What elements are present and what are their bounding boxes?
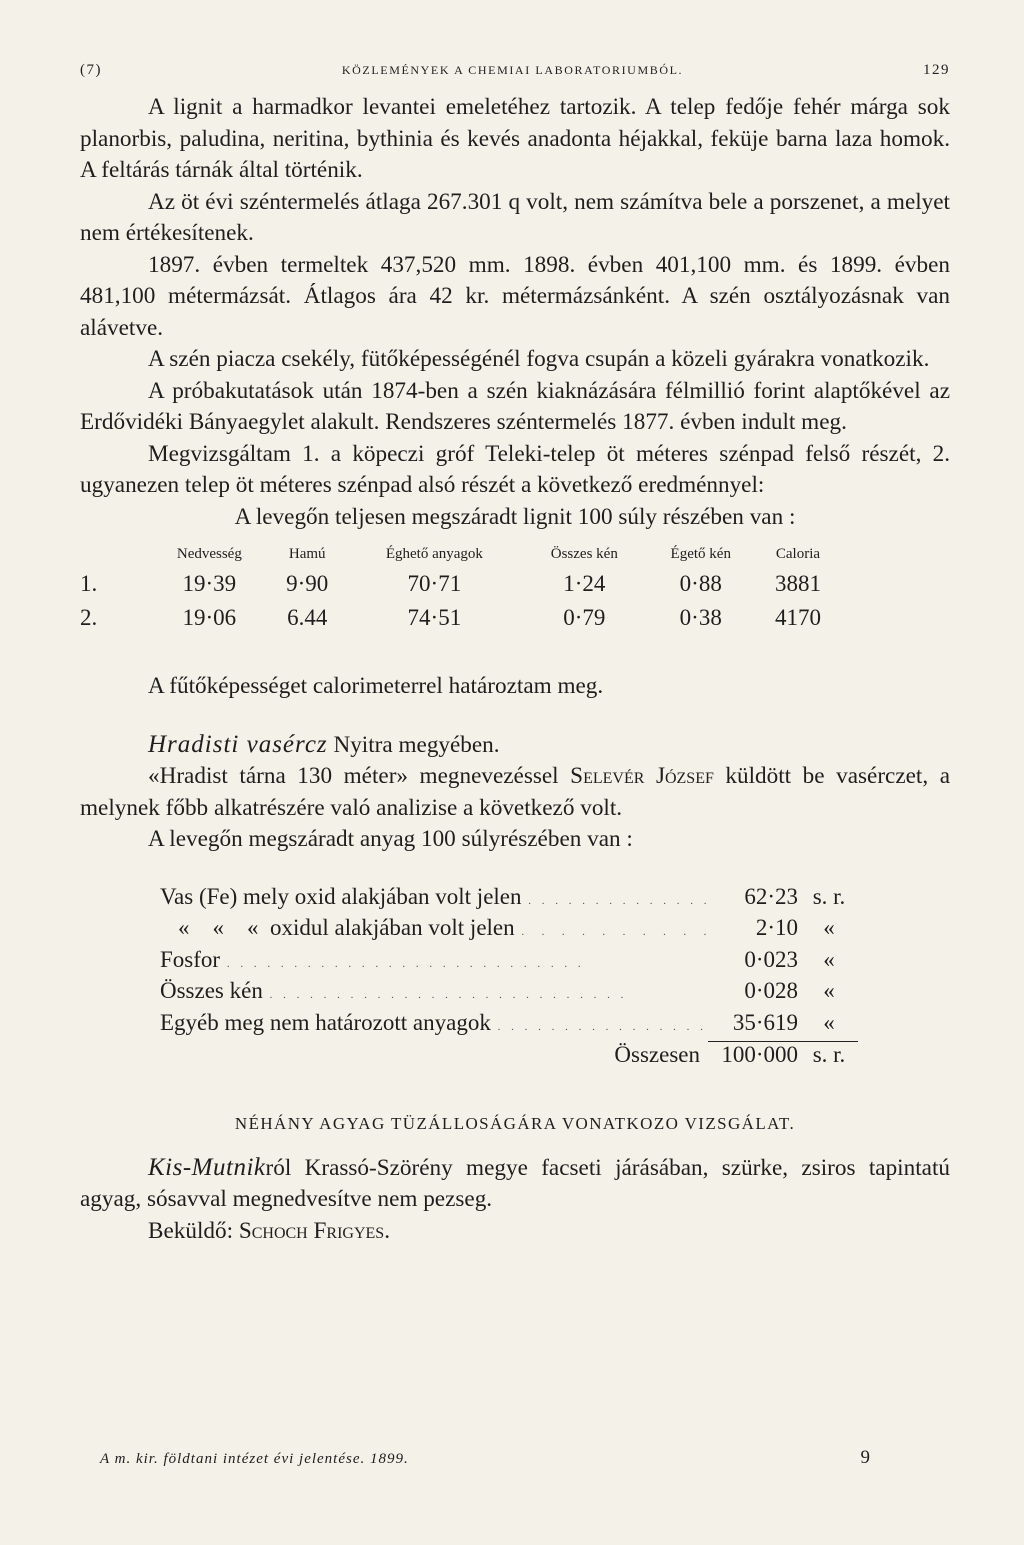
running-header — [80, 62, 950, 84]
sender-name: Schoch Frigyes. — [238, 1217, 391, 1244]
paragraph-megvizsgaltam: Megvizsgáltam 1. a köpeczi gróf Teleki-telep öt méteres szénpad felső részét, 2. ugyanezen telep öt méteres szénpad alsó részét a következő eredménnyel: — [80, 440, 950, 498]
paragraph-piac: A szén piacza csekély, fütőképességénél fogva csupán a közeli gyárakra vonatkozik. — [148, 346, 930, 372]
paragraph-probakutatas: A próbakutatások után 1874-ben a szén kiaknázására félmillió forint alaptőkével az Erdővidéki Bányaegylet alakult. Rendszeres széntermelés 1877. évben indult meg. — [80, 377, 950, 435]
signature-number: 9 — [860, 1447, 870, 1468]
col-nedvesseg: Nedvesség — [176, 545, 242, 562]
kis-mutnik-title: Kis-Mutnik — [148, 1153, 266, 1181]
table-cell: 19·06 — [182, 605, 237, 630]
col-hamu: Hamú — [288, 545, 326, 562]
hradist-location: Nyitra megyében. — [327, 731, 500, 758]
analysis-row: Összes kén . . 0·028 « — [160, 978, 860, 1010]
col-egeto-ken: Égető kén — [670, 545, 731, 562]
paragraph-evek: 1897. évben termeltek 437,520 mm. 1898. évben 401,100 mm. és 1899. évben 481,100 métermázsát. Átlagos ára 42 kr. métermázsánként. A szén osztályozásnak van alávetve. — [80, 251, 950, 341]
footer-source: A m. kir. földtani intézet évi jelentése. 1899. — [100, 1451, 409, 1467]
paragraph-anyag-100: A levegőn megszáradt anyag 100 súlyrészében van : — [148, 826, 633, 852]
page-number: 129 — [923, 62, 950, 78]
table-cell: 9·90 — [286, 571, 329, 596]
paragraph-bekuldo: Beküldő: Schoch Frigyes. — [148, 1217, 391, 1244]
col-egheto: Éghető anyagok — [385, 545, 483, 562]
iron-ore-analysis — [160, 884, 860, 1074]
table-row — [80, 567, 840, 601]
table-cell: 6.44 — [287, 605, 328, 630]
table-header-row — [80, 543, 840, 567]
table-cell: 74·51 — [407, 605, 462, 630]
page — [80, 62, 950, 1247]
lignit-analysis-table — [80, 543, 840, 635]
paragraph-termeles: Az öt évi széntermelés átlaga 267.301 q volt, nem számítva bele a porszenet, a melyet nem értékesítenek. — [80, 188, 950, 246]
person-name: Selevér József — [570, 763, 714, 789]
col-osszes-ken: Összes kén — [550, 545, 618, 562]
paragraph-hradist-heading — [80, 729, 950, 762]
table-row — [80, 601, 840, 635]
table-cell: 0·88 — [679, 571, 722, 596]
analysis-row: « « « oxidul alakjában volt jelen . . 2·10 « — [160, 915, 860, 947]
row-number: 1. — [80, 571, 98, 596]
row-number: 2. — [80, 605, 98, 630]
paragraph-calorimeter: A fűtőképességet calorimeterrel határoztam meg. — [148, 673, 604, 699]
analysis-total-row: Összesen 100·000 s. r. — [614, 1042, 846, 1067]
paragraph-lignit-100: A levegőn teljesen megszáradt lignit 100 súly részében van : — [234, 503, 796, 530]
table-cell: 0·38 — [679, 605, 722, 630]
table-cell: 70·71 — [407, 571, 462, 596]
section-heading: NÉHÁNY AGYAG TÜZÁLLOSÁGÁRA VONATKOZO VIZSGÁLAT. — [234, 1113, 796, 1133]
header-title: KÖZLEMÉNYEK A CHEMIAI LABORATORIUMBÓL. — [341, 63, 684, 77]
analysis-row: Fosfor . . 0·023 « — [160, 947, 860, 979]
col-caloria: Caloria — [775, 545, 821, 562]
chapter-number: (7) — [80, 62, 102, 78]
paragraph-kis-mutnik: Kis-Mutnikról Krassó-Szörény megye facseti járásában, szürke, zsiros tapintatú agyag, sósavval megnedvesítve nem pezseg. — [80, 1153, 950, 1212]
table-cell: 1·24 — [563, 571, 606, 596]
paragraph-lignit: A lignit a harmadkor levantei emeletéhez tartozik. A telep fedője fehér márga sok planorbis, paludina, neritina, bythinia és kevés anadonta héjakkal, feküje barna laza homok. A feltárás tárnák által történik. — [80, 94, 950, 183]
table-cell: 3881 — [774, 571, 821, 596]
analysis-row: Egyéb meg nem határozott anyagok . . 35·619 « — [160, 1010, 860, 1042]
hradist-title: Hradisti vasércz — [148, 730, 328, 758]
page-footer — [100, 1447, 870, 1469]
analysis-row: Vas (Fe) mely oxid alakjában volt jelen . . 62·23 s. r. — [160, 884, 860, 916]
table-cell: 4170 — [774, 605, 821, 630]
table-cell: 0·79 — [563, 605, 606, 630]
paragraph-hradist: «Hradist tárna 130 méter» megnevezéssel Selevér József küldött be vasérczet, a melynek főbb alkatrészére való analizise a következő volt. — [80, 763, 950, 821]
table-cell: 19·39 — [182, 571, 237, 596]
